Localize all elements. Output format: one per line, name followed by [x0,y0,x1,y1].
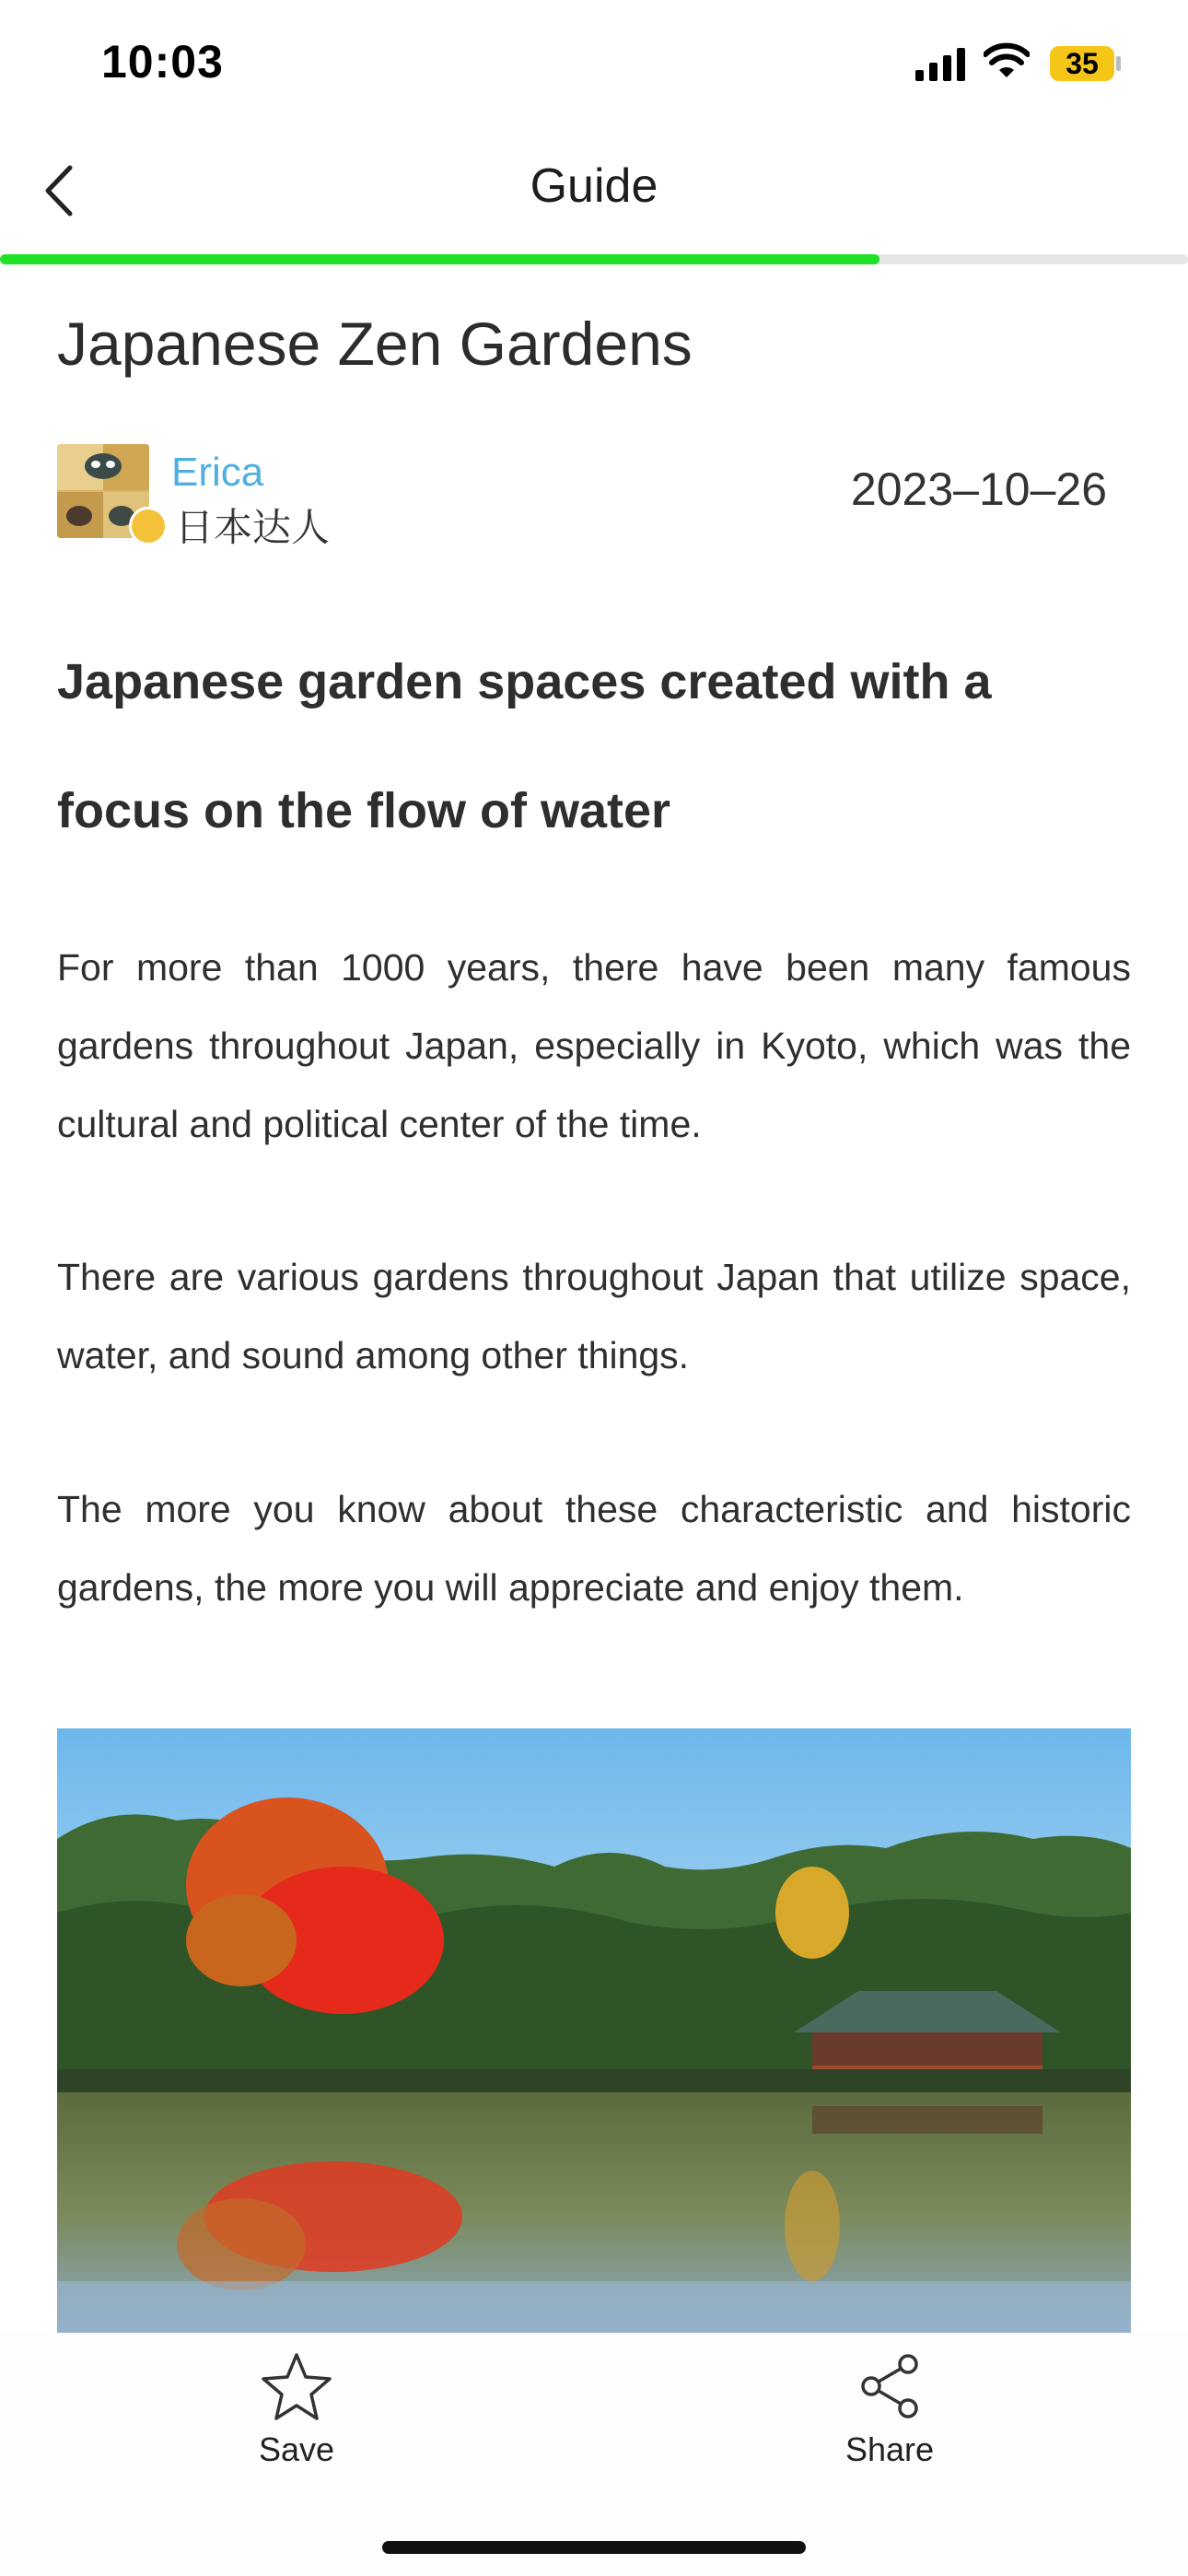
garden-photo[interactable] [57,1728,1131,2333]
author-title: 日本达人 [175,505,331,550]
post-date: 2023–10–26 [850,463,1107,515]
status-time: 10:03 [101,36,224,88]
article-paragraph-2: There are various gardens throughout Japan that utilize space, water, and sound among other things. [57,1256,1131,1376]
battery-indicator [1050,46,1114,81]
home-indicator[interactable] [382,2541,806,2554]
page-title: Guide [530,159,658,213]
author-name[interactable]: Erica [171,450,264,495]
reading-progress-fill [0,254,879,264]
article-paragraph-3: The more you know about these characteristic and historic gardens, the more you will appreciate and enjoy them. [57,1488,1131,1609]
reading-progress-bar [0,254,1188,264]
share-button[interactable] [788,2349,991,2488]
save-label: Save [258,2430,335,2468]
article-title: Japanese Zen Gardens [57,310,693,378]
cellular-signal-icon [915,48,967,81]
article-subtitle: Japanese garden spaces created with a focus on the flow of water [57,654,992,838]
share-label: Share [844,2430,935,2468]
star-outline-icon [260,2349,333,2423]
wifi-icon [984,42,1030,79]
verified-badge-icon [129,507,168,545]
battery-level: 35 [1066,46,1099,80]
bottom-action-bar [0,2333,1188,2576]
battery-cap [1116,56,1121,71]
share-icon [853,2349,926,2423]
save-button[interactable] [195,2349,398,2488]
article-paragraph-1: For more than 1000 years, there have been many famous gardens throughout Japan, especially in Kyoto, which was the cultural and political center of the time. [57,946,1131,1145]
